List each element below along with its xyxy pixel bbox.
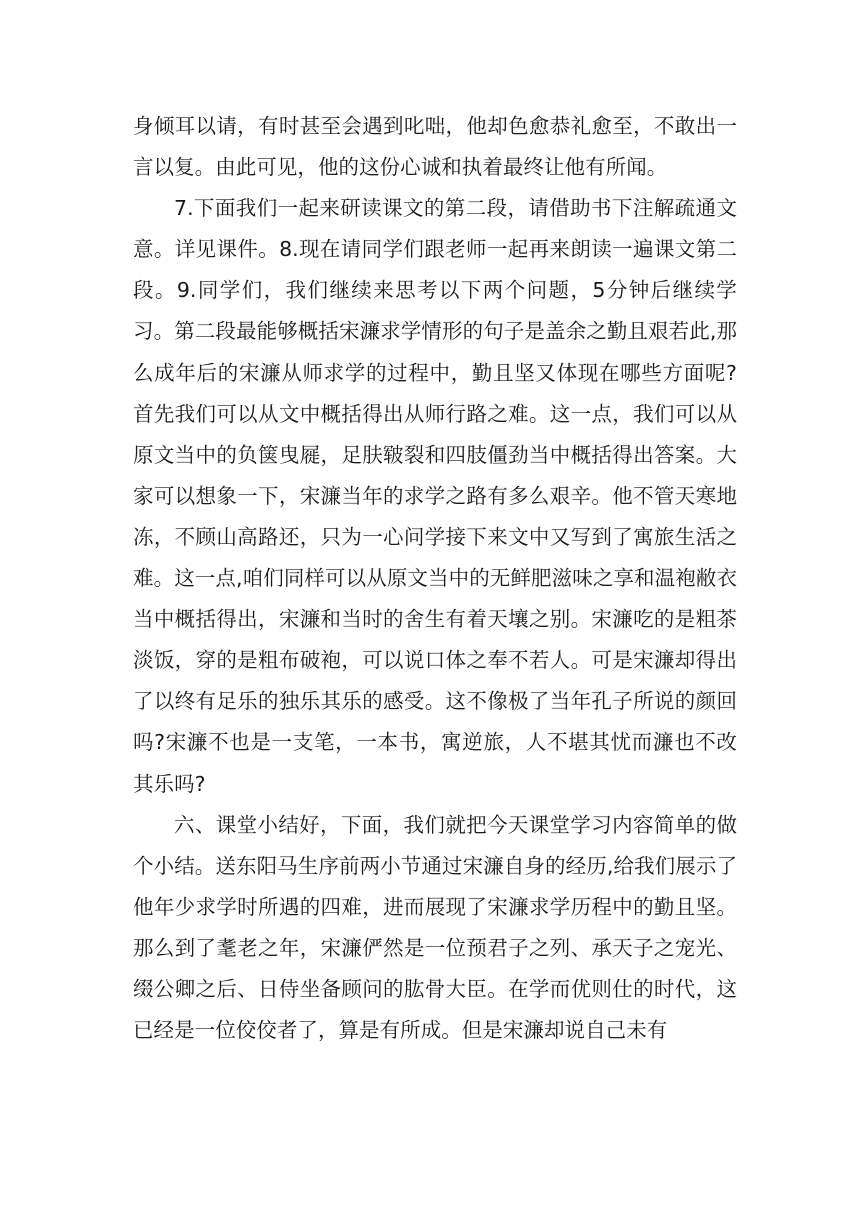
document-page <box>133 106 737 1051</box>
paragraph-2: 7.下面我们一起来研读课文的第二段，请借助书下注解疏通文意。详见课件。8.现在请同学们跟老师一起再来朗读一遍课文第二段。9.同学们，我们继续来思考以下两个问题，5分钟后继续学习。第二段最能够概括宋濂求学情形的句子是盖余之勤且艰若此,那么成年后的宋濂从师求学的过程中，勤且坚又体现在哪些方面呢?首先我们可以从文中概括得出从师行路之难。这一点，我们可以从原文当中的负箧曳屣，足肤皲裂和四肢僵劲当中概括得出答案。大家可以想象一下，宋濂当年的求学之路有多么艰辛。他不管天寒地冻，不顾山高路还，只为一心问学接下来文中又写到了寓旅生活之难。这一点,咱们同样可以从原文当中的无鲜肥滋味之享和温袍敝衣当中概括得出，宋濂和当时的舍生有着天壤之别。宋濂吃的是粗茶淡饭，穿的是粗布破袍，可以说口体之奉不若人。可是宋濂却得出了以终有足乐的独乐其乐的感受。这不像极了当年孔子所说的颜回吗?宋濂不也是一支笔，一本书，寓逆旅，人不堪其忧而濂也不改其乐吗? <box>133 196 737 796</box>
paragraph-1: 身倾耳以请，有时甚至会遇到叱咄，他却色愈恭礼愈至，不敢出一言以复。由此可见，他的这份心诚和执着最终让他有所闻。 <box>133 114 737 180</box>
paragraph-3: 六、课堂小结好，下面，我们就把今天课堂学习内容简单的做个小结。送东阳马生序前两小节通过宋濂自身的经历,给我们展示了他年少求学时所遇的四难，进而展现了宋濂求学历程中的勤且坚。那么到了耄老之年，宋濂俨然是一位预君子之列、承天子之宠光、缀公卿之后、日侍坐备顾问的肱骨大臣。在学而优则仕的时代，这已经是一位佼佼者了，算是有所成。但是宋濂却说自己未有 <box>133 812 737 1043</box>
